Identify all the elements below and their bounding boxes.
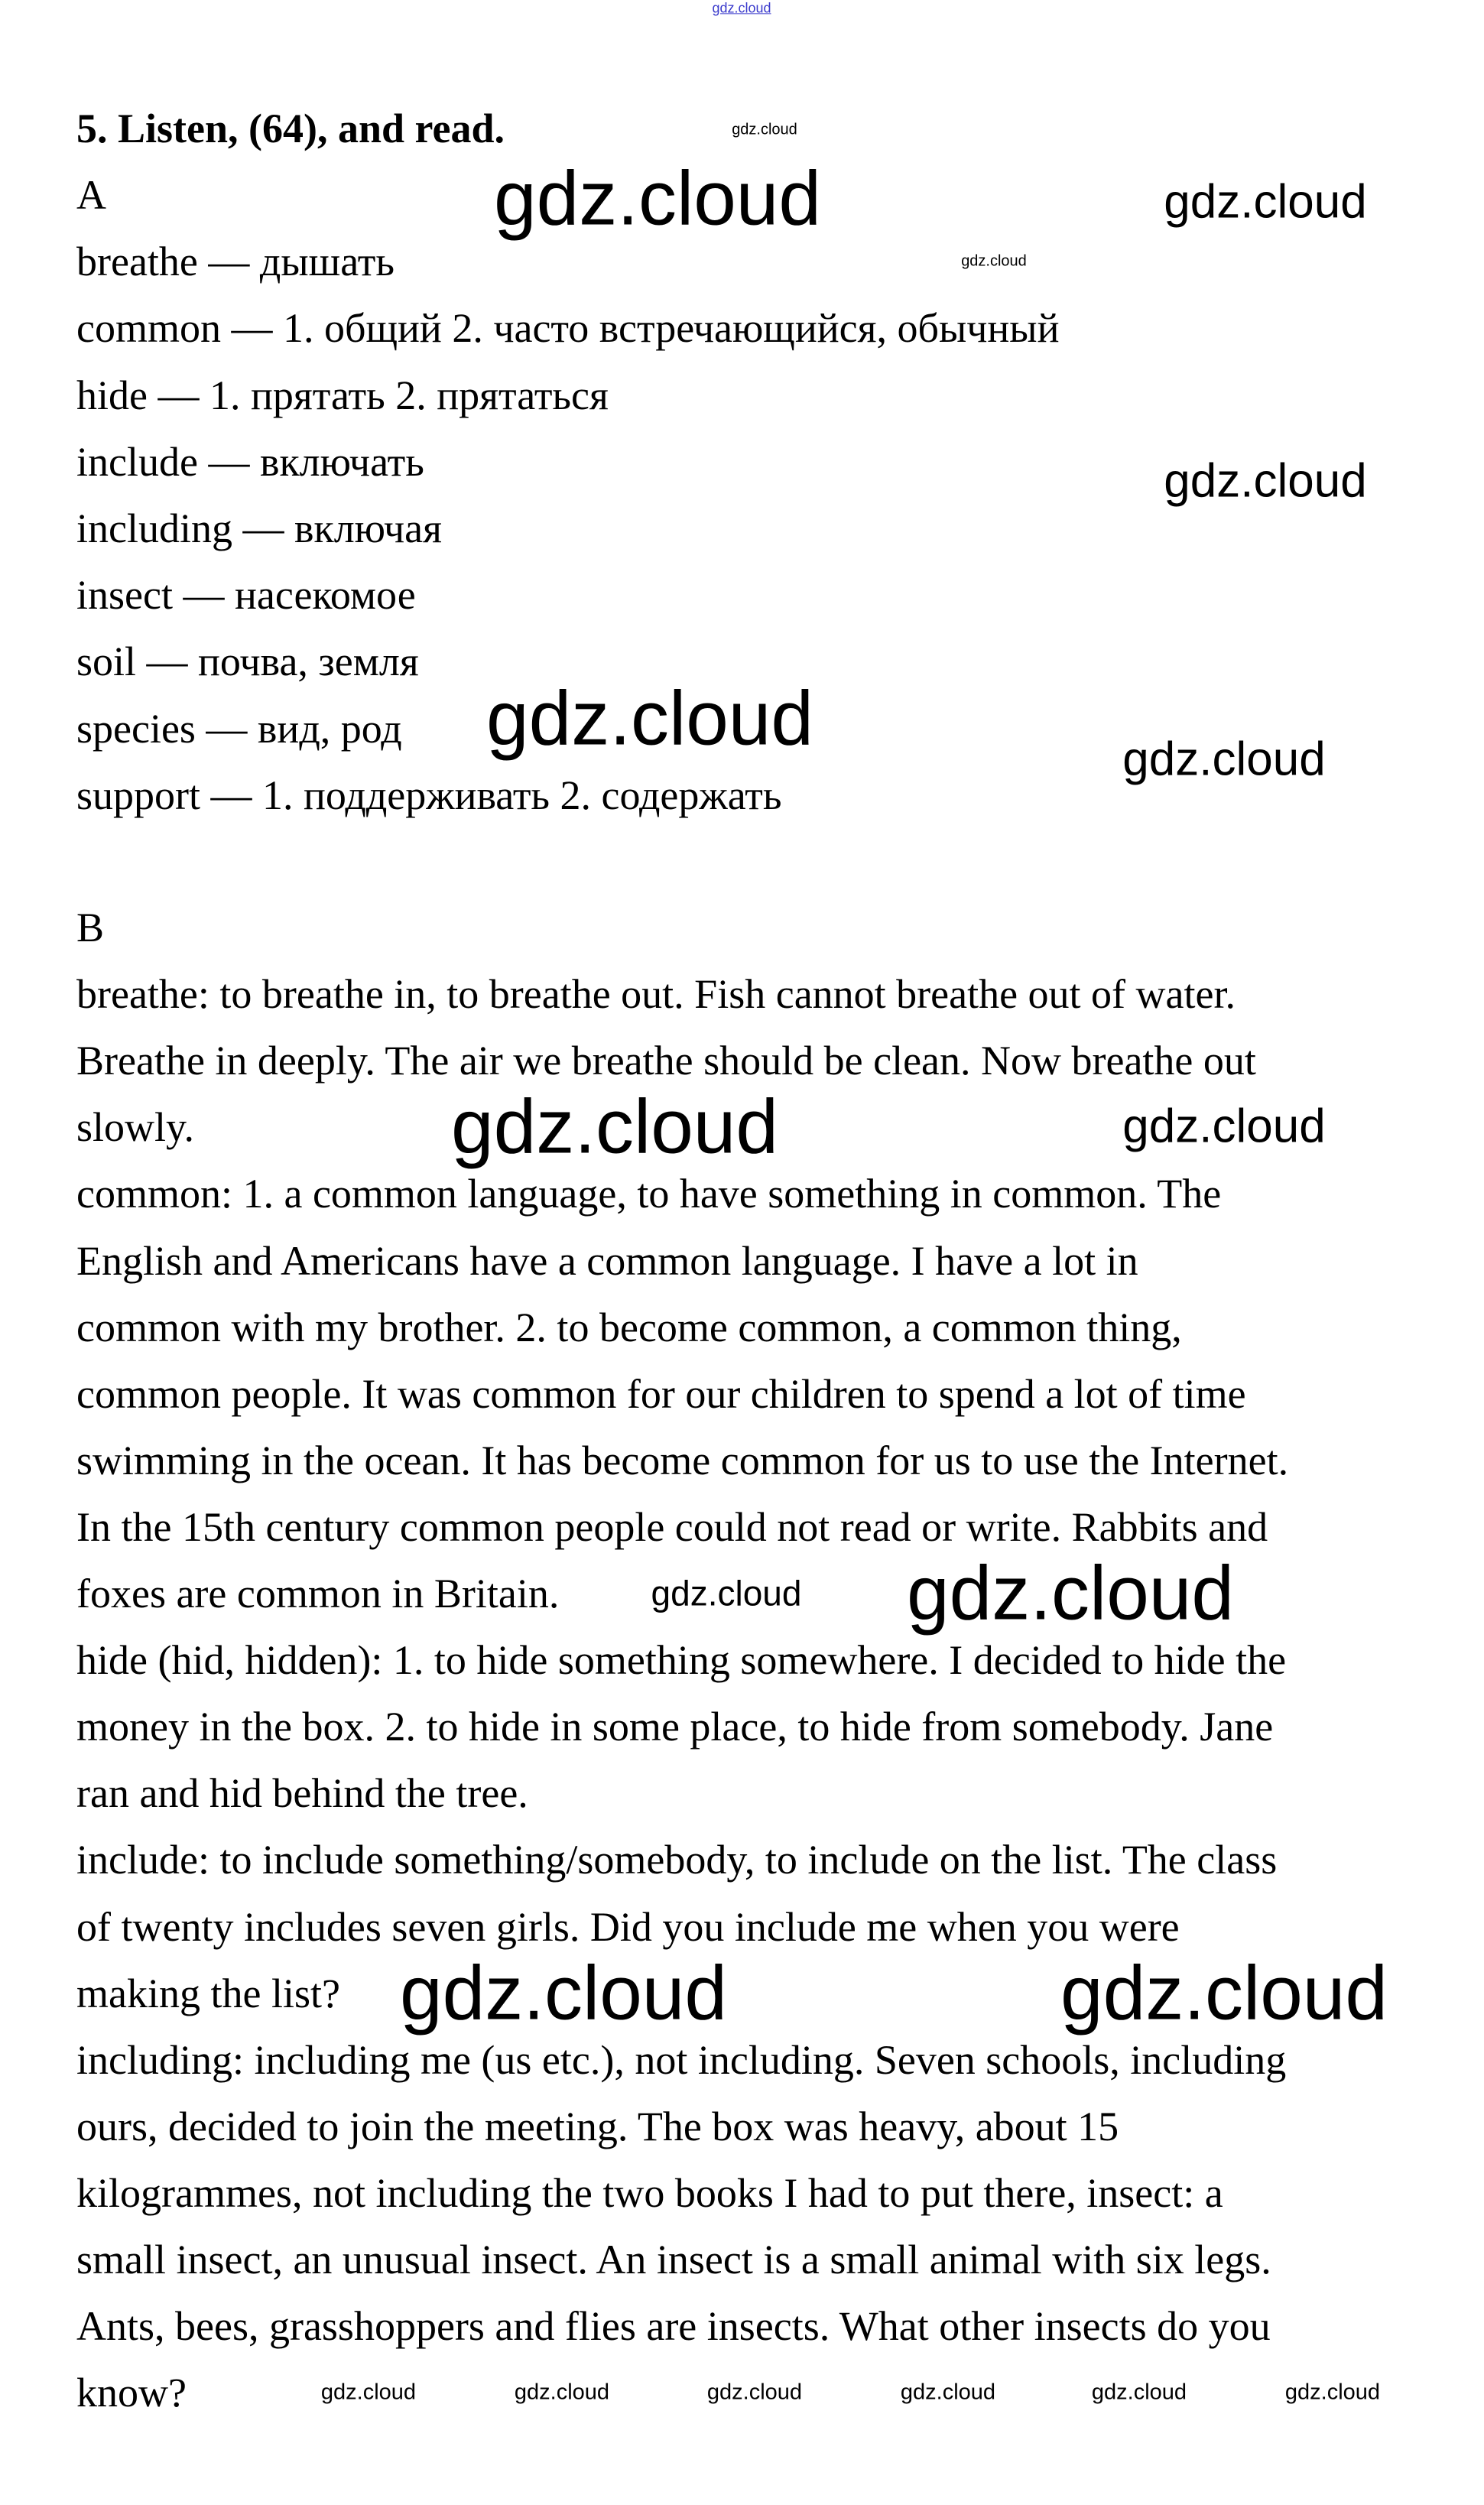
example-text-line: small insect, an unusual insect. An insect is a small animal with six legs. <box>76 2237 1271 2282</box>
watermark: gdz.cloud <box>1164 175 1367 229</box>
vocabulary-entry: common — 1. общий 2. часто встречающийся, обычный <box>76 305 1060 352</box>
watermark: gdz.cloud <box>1091 2380 1187 2405</box>
watermark: gdz.cloud <box>732 121 797 138</box>
vocabulary-entry: support — 1. поддерживать 2. содержать <box>76 772 782 818</box>
watermark: gdz.cloud <box>961 252 1027 270</box>
example-text-line: common people. It was common for our children to spend a lot of time <box>76 1370 1246 1417</box>
example-text-line: English and Americans have a common language. I have a lot in <box>76 1237 1138 1284</box>
example-text-line: Breathe in deeply. The air we breathe should be clean. Now breathe out <box>76 1038 1256 1084</box>
example-text-line: swimming in the ocean. It has become common for us to use the Internet. <box>76 1437 1289 1483</box>
section-b-label: B <box>76 905 105 950</box>
example-text-line: slowly. <box>76 1104 195 1151</box>
watermark: gdz.cloud <box>1060 1950 1388 2036</box>
section-a-label: A <box>76 172 106 218</box>
example-text-line: ran and hid behind the tree. <box>76 1770 528 1817</box>
example-text-line: know? <box>76 2370 187 2416</box>
vocabulary-entry: species — вид, род <box>76 705 402 752</box>
example-text-line: Ants, bees, grasshoppers and flies are insects. What other insects do you <box>76 2303 1271 2350</box>
watermark: gdz.cloud <box>320 2380 417 2405</box>
watermark: gdz.cloud <box>485 675 814 762</box>
watermark: gdz.cloud <box>493 155 822 242</box>
example-text-line: of twenty includes seven girls. Did you include me when you were <box>76 1903 1180 1950</box>
watermark-link[interactable]: gdz.cloud <box>712 0 771 16</box>
vocabulary-entry: include — включать <box>76 438 424 485</box>
watermark: gdz.cloud <box>1164 454 1367 508</box>
watermark: gdz.cloud <box>906 1550 1235 1636</box>
example-text-line: ours, decided to join the meeting. The box was heavy, about 15 <box>76 2103 1119 2149</box>
watermark: gdz.cloud <box>514 2380 610 2405</box>
watermark: gdz.cloud <box>706 2380 803 2405</box>
watermark: gdz.cloud <box>651 1573 802 1613</box>
example-text-line: making the list? <box>76 1970 340 2016</box>
example-text-line: hide (hid, hidden): 1. to hide something somewhere. I decided to hide the <box>76 1637 1287 1684</box>
watermark: gdz.cloud <box>900 2380 996 2405</box>
example-text-line: In the 15th century common people could not read or write. Rabbits and <box>76 1503 1268 1550</box>
vocabulary-entry: breathe — дышать <box>76 239 395 285</box>
example-text-line: foxes are common in Britain. <box>76 1571 560 1616</box>
exercise-title: 5. Listen, (64), and read. <box>76 106 505 151</box>
example-text-line: including: including me (us etc.), not including. Seven schools, including <box>76 2036 1287 2083</box>
example-text-line: common: 1. a common language, to have something in common. The <box>76 1171 1222 1217</box>
example-text-line: money in the box. 2. to hide in some place, to hide from somebody. Jane <box>76 1704 1274 1750</box>
watermark: gdz.cloud <box>450 1084 779 1170</box>
vocabulary-entry: hide — 1. прятать 2. прятаться <box>76 372 609 418</box>
example-text-line: kilogrammes, not including the two books I had to put there, insect: a <box>76 2169 1223 2216</box>
vocabulary-entry: soil — почва, земля <box>76 638 419 685</box>
example-text-line: include: to include something/somebody, to include on the list. The class <box>76 1837 1278 1883</box>
watermark: gdz.cloud <box>1122 1100 1326 1153</box>
watermark: gdz.cloud <box>1122 733 1326 786</box>
vocabulary-entry: insect — насекомое <box>76 572 416 619</box>
example-text-line: common with my brother. 2. to become common, a common thing, <box>76 1304 1182 1350</box>
watermark: gdz.cloud <box>1284 2380 1381 2405</box>
vocabulary-entry: including — включая <box>76 505 442 551</box>
watermark: gdz.cloud <box>399 1950 728 2036</box>
example-text-line: breathe: to breathe in, to breathe out. Fish cannot breathe out of water. <box>76 971 1236 1018</box>
